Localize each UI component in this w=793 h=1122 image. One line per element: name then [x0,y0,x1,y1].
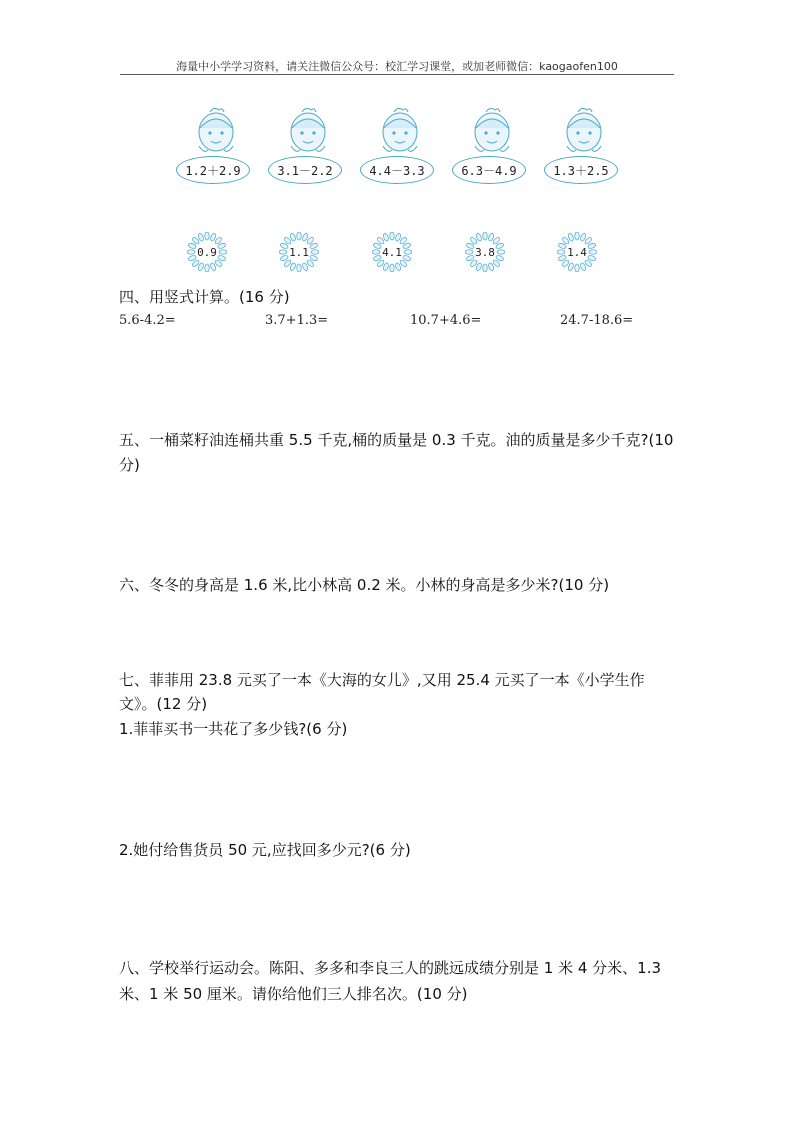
section-5-line-1: 五、一桶菜籽油连桶共重 5.5 千克,桶的质量是 0.3 千克。油的质量是多少千克?(10 [119,431,674,449]
section-8-line-1: 八、学校举行运动会。陈阳、多多和李良三人的跳远成绩分别是 1 米 4 分米、1.3 [119,959,662,977]
section-7-line-1: 七、菲菲用 23.8 元买了一本《大海的女儿》,又用 25.4 元买了一本《小学生作 [119,671,645,689]
expression-oval: 1.2＋2.9 [176,156,250,184]
expression-card [452,106,532,196]
child-face-icon [562,106,606,158]
answer-value: 1.1 [289,245,309,259]
section-4-title: 四、用竖式计算。(16 分) [119,288,290,306]
expression-oval: 1.3＋2.5 [544,156,618,184]
section-6-question: 六、冬冬的身高是 1.6 米,比小林高 0.2 米。小林的身高是多少米?(10 分) [119,576,610,594]
section-7-line-2: 文》。(12 分) [119,695,208,713]
calc-problem-2: 3.7+1.3= [265,313,329,328]
expression-card [268,106,348,196]
expression-card [544,106,624,196]
answer-value: 4.1 [382,245,402,259]
child-face-icon [194,106,238,158]
answer-wreath [279,232,319,272]
calc-problem-1: 5.6-4.2= [119,313,176,328]
child-face-icon [378,106,422,158]
answer-value: 3.8 [475,245,495,259]
expression-oval: 6.3－4.9 [452,156,526,184]
section-8-line-2: 米、1 米 50 厘米。请你给他们三人排名次。(10 分) [119,985,468,1003]
answer-value: 0.9 [197,245,217,259]
child-face-icon [286,106,330,158]
section-5-line-2: 分) [119,456,140,474]
answer-value: 1.4 [567,245,587,259]
answer-wreath [372,232,412,272]
answer-wreath [187,232,227,272]
page-header: 海量中小学学习资料，请关注微信公众号：校汇学习课堂，或加老师微信：kaogaofen100 [176,60,618,73]
section-7-subquestion-1: 1.菲菲买书一共花了多少钱?(6 分) [119,720,348,738]
expression-oval: 4.4－3.3 [360,156,434,184]
expression-card [176,106,256,196]
expression-card [360,106,440,196]
answer-wreath [557,232,597,272]
child-face-icon [470,106,514,158]
header-divider [120,74,674,75]
calc-problem-4: 24.7-18.6= [560,313,634,328]
answer-wreath [465,232,505,272]
calc-problem-3: 10.7+4.6= [410,313,482,328]
section-7-subquestion-2: 2.她付给售货员 50 元,应找回多少元?(6 分) [119,841,411,859]
expression-oval: 3.1－2.2 [268,156,342,184]
